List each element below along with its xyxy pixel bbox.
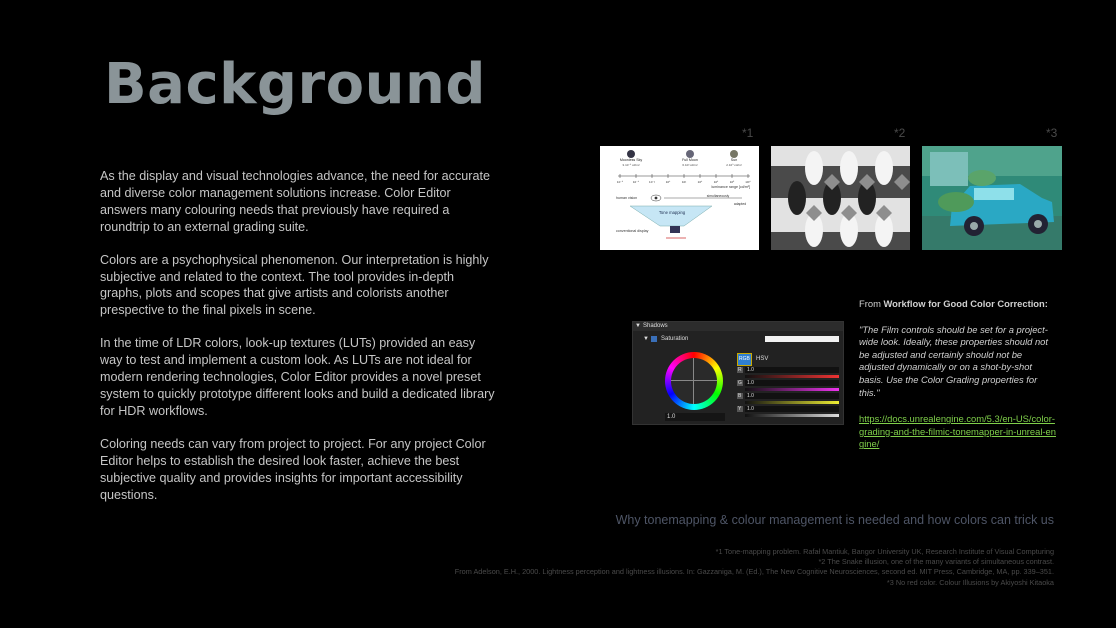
luminance-range-label: luminance range [cd/m²] xyxy=(711,185,750,189)
channel-row[interactable] xyxy=(737,393,839,405)
channel-key: G xyxy=(738,380,742,386)
adapted-label: adapted xyxy=(733,202,747,206)
axis-tick-label: 10² xyxy=(681,180,687,184)
reference-2: *2 The Snake illusion, one of the many variants of simultaneous contrast. xyxy=(818,557,1054,567)
top-value-1: 3·10⁻⁵ cd/m² xyxy=(622,163,640,167)
quote-source: From Workflow for Good Color Correction: xyxy=(859,298,1048,309)
sun-icon xyxy=(730,150,738,158)
documentation-link[interactable]: https://docs.unrealengine.com/5.3/en-US/color-grading-and-the-filmic-tonemapper-in-unreal-engine/ xyxy=(859,413,1056,450)
paragraph-2: Colors are a psychophysical phenomenon. Our interpretation is highly subjective and related to the context. The tool provides in-depth graphs, plots and scopes that give artists and colorists another prespective to the final pixels in scene. xyxy=(100,252,489,318)
axis-tick-label: 10⁻⁴ xyxy=(632,180,640,184)
full-moon-icon xyxy=(686,150,694,158)
axis-ticks xyxy=(617,174,752,184)
channel-row[interactable] xyxy=(737,380,839,392)
rgb-mode-button[interactable]: RGB xyxy=(737,353,752,366)
paragraph-3: In the time of LDR colors, look-up textures (LUTs) provided an easy way to test and implement a custom look. As LUTs are not ideal for modern rendering technologies, Color Editor provides a novel preset system to quickly prototype different looks and build a dedicated library for HDR workflows. xyxy=(100,336,495,418)
display-icon xyxy=(670,226,680,233)
shadows-section-label: Shadows xyxy=(643,323,668,329)
axis-tick-label: 10⁻² xyxy=(649,180,655,184)
quote-block xyxy=(859,298,1059,451)
slide-title: Background xyxy=(104,52,486,117)
saturation-color-swatch[interactable] xyxy=(765,336,839,342)
channel-key: R xyxy=(738,367,742,373)
reference-4: *3 No red color. Colour Illusions by Akiyoshi Kitaoka xyxy=(886,577,1054,587)
top-value-2: 6·10³ cd/m² xyxy=(682,163,698,167)
channel-value-field[interactable]: 1.0 xyxy=(745,393,839,399)
channel-slider[interactable] xyxy=(745,375,839,378)
top-label-2: Full Moon xyxy=(682,158,698,162)
top-value-3: 2·10⁹ cd/m² xyxy=(726,163,742,167)
figure-label-2: *2 xyxy=(894,126,906,140)
reference-1: *1 Tone-mapping problem. Rafał Mantiuk, Bangor University UK, Research Institute of Visual Compturing xyxy=(715,547,1054,556)
channel-key: B xyxy=(738,393,742,399)
saturation-checkbox[interactable] xyxy=(651,336,657,342)
body-text xyxy=(100,168,496,519)
axis-tick-label: 10⁶ xyxy=(713,180,719,184)
color-wheel[interactable] xyxy=(665,352,723,410)
saturation-label: Saturation xyxy=(661,336,689,342)
collapse-arrow-icon[interactable]: ▼ xyxy=(635,323,641,329)
quote-text: "The Film controls should be set for a project-wide look. Ideally, these properties should not be adjusted and certainly should not be adjusted dynamically or on a shot-by-shot basis. Use the Color Grading properties for this." xyxy=(859,323,1049,398)
snake-illusion-image xyxy=(771,146,910,250)
slide-subtitle: Why tonemapping & colour management is needed and how colors can trick us xyxy=(615,513,1054,527)
figure-label-1: *1 xyxy=(742,126,754,140)
conventional-display-label: conventional display xyxy=(616,229,649,233)
expand-arrow-icon[interactable]: ▼ xyxy=(643,336,649,342)
top-label-1: Moonless Sky xyxy=(619,158,643,162)
source-title: Workflow for Good Color Correction: xyxy=(883,298,1048,309)
simultaneously-label: simultaneously xyxy=(706,194,730,198)
axis-tick-label: 10⁴ xyxy=(697,180,703,184)
paragraph-1: As the display and visual technologies advance, the need for accurate and diverse color management solutions increase. Color Editor answers many colouring needs that previously have required a roundtrip to an external grading suite. xyxy=(100,169,490,234)
car-color-illusion-image xyxy=(922,146,1062,250)
top-label-3: Sun xyxy=(730,158,738,162)
axis-tick-label: 10⁸ xyxy=(729,180,735,184)
references xyxy=(455,547,1054,588)
channel-slider[interactable] xyxy=(745,401,839,404)
channel-row[interactable] xyxy=(737,367,839,379)
channel-value-field[interactable]: 1.0 xyxy=(745,406,839,412)
paragraph-4: Coloring needs can vary from project to project. For any project Color Editor helps to establish the desired look faster, achieve the best subjective quality and provides insights for important accessibility questions. xyxy=(100,436,486,502)
tone-mapping-label: Tone mapping xyxy=(658,210,686,215)
channel-value-field[interactable]: 1.0 xyxy=(745,367,839,373)
hsv-mode-button[interactable]: HSV xyxy=(756,356,769,362)
axis-tick-label: 10⁰ xyxy=(665,180,671,184)
shadows-saturation-panel xyxy=(632,321,844,425)
channel-value-field[interactable]: 1.0 xyxy=(745,380,839,386)
axis-tick-label: 10¹⁰ xyxy=(745,180,751,184)
channel-slider[interactable] xyxy=(745,414,839,417)
channel-row[interactable] xyxy=(737,406,839,418)
axis-tick-label: 10⁻⁶ xyxy=(616,180,624,184)
human-vision-label: human vision xyxy=(616,196,638,200)
tonemapping-diagram xyxy=(600,146,759,250)
tone-mapping-funnel xyxy=(630,206,712,226)
reference-3: From Adelson, E.H., 2000. Lightness perception and lightness illusions. In: Gazzaniga, M. (Ed.), The New Cognitive Neurosciences, second ed. MIT Press, Cambridge, MA, pp. 339–351. xyxy=(454,567,1054,577)
wheel-value[interactable]: 1.0 xyxy=(667,414,676,420)
channel-slider[interactable] xyxy=(745,388,839,391)
figure-label-3: *3 xyxy=(1046,126,1058,140)
channel-key: Y xyxy=(738,406,742,412)
moonless-sky-icon xyxy=(627,150,635,158)
